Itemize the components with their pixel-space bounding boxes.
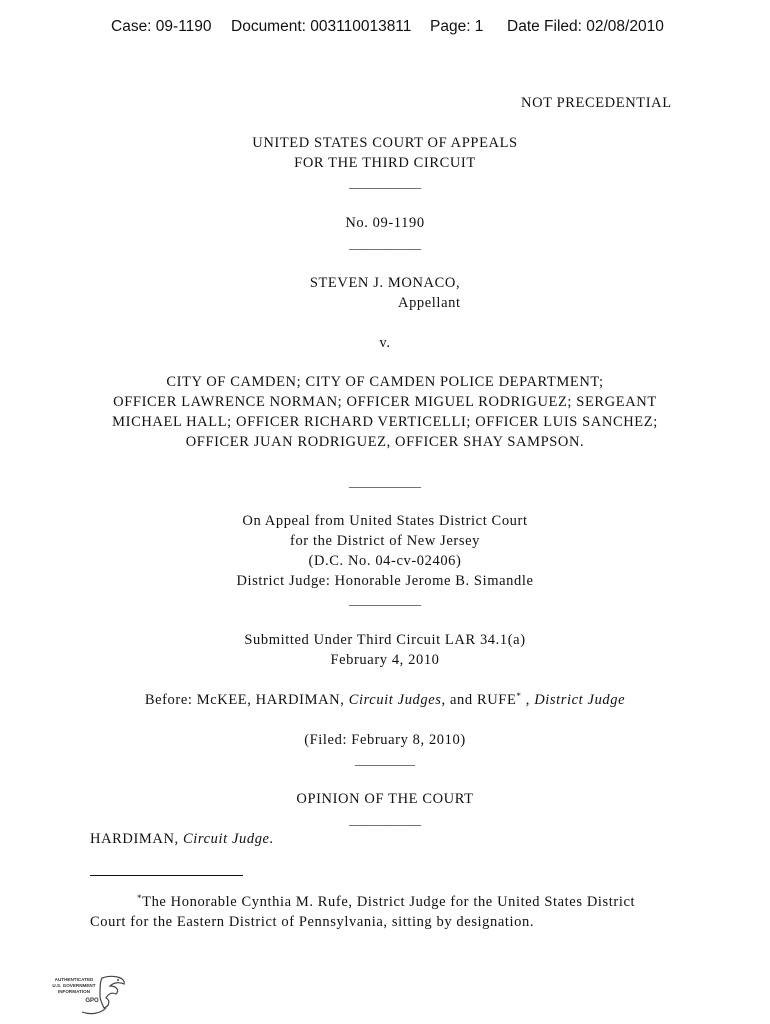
appellees-line: OFFICER LAWRENCE NORMAN; OFFICER MIGUEL RODRIGUEZ; SERGEANT <box>113 394 657 410</box>
separator-rule: ____________ <box>349 176 421 190</box>
date-filed-header: Date Filed: 02/08/2010 <box>507 18 664 35</box>
opinion-author <box>90 831 274 848</box>
submission-date: February 4, 2010 <box>330 652 440 668</box>
appeal-info-line: District Judge: Honorable Jerome B. Simandle <box>236 573 534 589</box>
panel-line <box>0 692 770 709</box>
appellant-role: Appellant <box>398 295 461 311</box>
separator-rule-short: __________ <box>355 753 415 767</box>
gpo-logo-line1: AUTHENTICATED <box>54 977 94 982</box>
footnote-marker[interactable]: * <box>516 691 522 701</box>
appellees-line: OFFICER JUAN RODRIGUEZ, OFFICER SHAY SAMPSON. <box>185 434 585 450</box>
court-name-line1: UNITED STATES COURT OF APPEALS <box>252 135 518 151</box>
appeal-info-line: On Appeal from United States District Court <box>242 513 528 529</box>
appellees-line: CITY OF CAMDEN; CITY OF CAMDEN POLICE DEPARTMENT; <box>166 374 604 390</box>
filed-date: (Filed: February 8, 2010) <box>304 732 466 748</box>
appeal-info-line: for the District of New Jersey <box>290 533 480 549</box>
versus: v. <box>379 335 391 351</box>
separator-rule: ____________ <box>349 475 421 489</box>
panel-separator: , <box>521 692 535 708</box>
footnote-mark: * <box>137 893 143 903</box>
gpo-logo-line3: INFORMATION <box>57 989 91 994</box>
page-number-header: Page: 1 <box>430 18 484 35</box>
separator-rule: ____________ <box>349 237 421 251</box>
gpo-authenticated-logo <box>44 974 130 1016</box>
docket-number: No. 09-1190 <box>345 215 425 231</box>
appellant-name: STEVEN J. MONACO, <box>309 275 461 291</box>
gpo-logo-line2: U.S. GOVERNMENT <box>52 983 96 988</box>
case-number-header: Case: 09-1190 <box>111 18 212 35</box>
panel-prefix: Before: McKEE, HARDIMAN, <box>144 692 349 708</box>
separator-rule: ____________ <box>349 593 421 607</box>
separator-rule: ____________ <box>349 813 421 827</box>
submission-line: Submitted Under Third Circuit LAR 34.1(a) <box>244 632 526 648</box>
gpo-logo-line4: GPO <box>85 998 99 1004</box>
district-judge-label: District Judge <box>534 692 626 708</box>
panel-middle: , and RUFE <box>441 692 517 708</box>
footnote-line: *The Honorable Cynthia M. Rufe, District Judge for the United States District <box>137 893 636 910</box>
gpo-eagle-icon <box>44 974 130 1016</box>
circuit-judges-label: Circuit Judges <box>348 692 442 708</box>
document-number-header: Document: 003110013811 <box>231 18 412 35</box>
appeal-info-line: (D.C. No. 04-cv-02406) <box>308 553 462 569</box>
opinion-title: OPINION OF THE COURT <box>296 791 474 807</box>
precedential-status: NOT PRECEDENTIAL <box>521 95 672 111</box>
court-name-line2: FOR THE THIRD CIRCUIT <box>294 155 476 171</box>
footnote-divider <box>90 875 243 876</box>
author-title: Circuit Judge. <box>183 831 274 847</box>
author-name: HARDIMAN, <box>90 831 183 847</box>
footnote-line: Court for the Eastern District of Pennsylvania, sitting by designation. <box>90 914 535 930</box>
appellees-line: MICHAEL HALL; OFFICER RICHARD VERTICELLI; OFFICER LUIS SANCHEZ; <box>112 414 658 430</box>
